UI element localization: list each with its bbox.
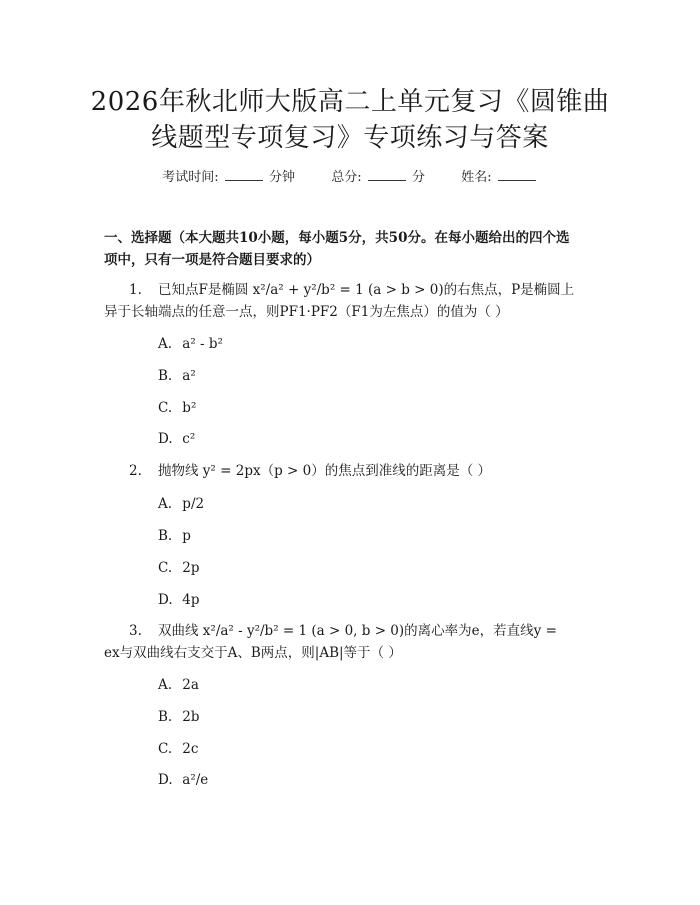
option-text: p/2 [182,496,205,512]
document-title-line-2: 线题型专项复习》专项练习与答案 [151,123,549,153]
document-title-line-1: 2026年秋北师大版高二上单元复习《圆锥曲 [90,87,610,117]
question-1-number: 1. [129,282,142,298]
exam-score-blank [368,168,406,181]
option-text: 2a [182,677,199,693]
section-heading-line-1: 一、选择题（本大题共10小题，每小题5分，共50分。在每小题给出的四个选 [104,230,570,246]
question-3-option-c [158,738,198,760]
option-text: 2c [182,741,199,757]
exam-score-unit: 分 [411,170,425,185]
exam-score-label: 总分: [331,170,362,185]
question-1-option-d [158,428,195,450]
option-text: a² - b² [182,336,223,352]
exam-time-label: 考试时间: [162,170,219,185]
exam-info-bar [0,168,700,188]
question-3-option-b [158,706,200,728]
question-3-number: 3. [129,623,142,639]
option-text: a² [182,368,196,384]
question-1-option-c [158,397,196,419]
exam-time-blank [225,168,263,181]
exam-time-unit: 分钟 [268,170,295,185]
option-text: 4p [182,592,200,608]
option-letter: D. [158,772,173,788]
option-letter: D. [158,592,173,608]
option-letter: B. [158,709,173,725]
question-3-stem-line-1: 双曲线 x²/a² - y²/b² = 1 (a > 0, b > 0)的离心率为e，若直线y = [158,623,557,639]
option-text: b² [182,400,197,416]
option-letter: A. [158,496,173,512]
question-2-option-b [158,525,191,547]
option-letter: C. [158,741,173,757]
question-1-option-a [158,333,223,355]
question-2-option-d [158,589,200,611]
exam-name-blank [498,168,536,181]
question-3-option-a [158,674,199,696]
option-text: a²/e [182,772,209,788]
option-letter: C. [158,400,173,416]
option-text: p [182,528,191,544]
option-letter: B. [158,528,173,544]
question-3-stem-line-2: ex与双曲线右支交于A、B两点，则|AB|等于（ ） [104,645,402,661]
exam-name-label: 姓名: [461,170,492,185]
question-1-stem-line-2: 异于长轴端点的任意一点，则PF1·PF2（F1为左焦点）的值为（ ） [104,304,509,320]
option-text: 2b [182,709,200,725]
question-1-stem-line-1: 已知点F是椭圆 x²/a² + y²/b² = 1 (a > b > 0)的右焦点，P是椭圆上 [158,282,575,298]
option-text: c² [182,431,196,447]
option-letter: D. [158,431,173,447]
option-letter: B. [158,368,173,384]
question-2-option-c [158,557,200,579]
question-2-stem-line-1: 抛物线 y² = 2px（p > 0）的焦点到准线的距离是（ ） [158,463,491,479]
option-letter: A. [158,336,173,352]
question-3-option-d [158,769,208,791]
question-1-option-b [158,365,196,387]
section-heading-line-2: 项中，只有一项是符合题目要求的） [104,252,320,268]
option-letter: C. [158,560,173,576]
question-2-option-a [158,493,204,515]
option-text: 2p [182,560,200,576]
option-letter: A. [158,677,173,693]
question-2-number: 2. [129,463,142,479]
